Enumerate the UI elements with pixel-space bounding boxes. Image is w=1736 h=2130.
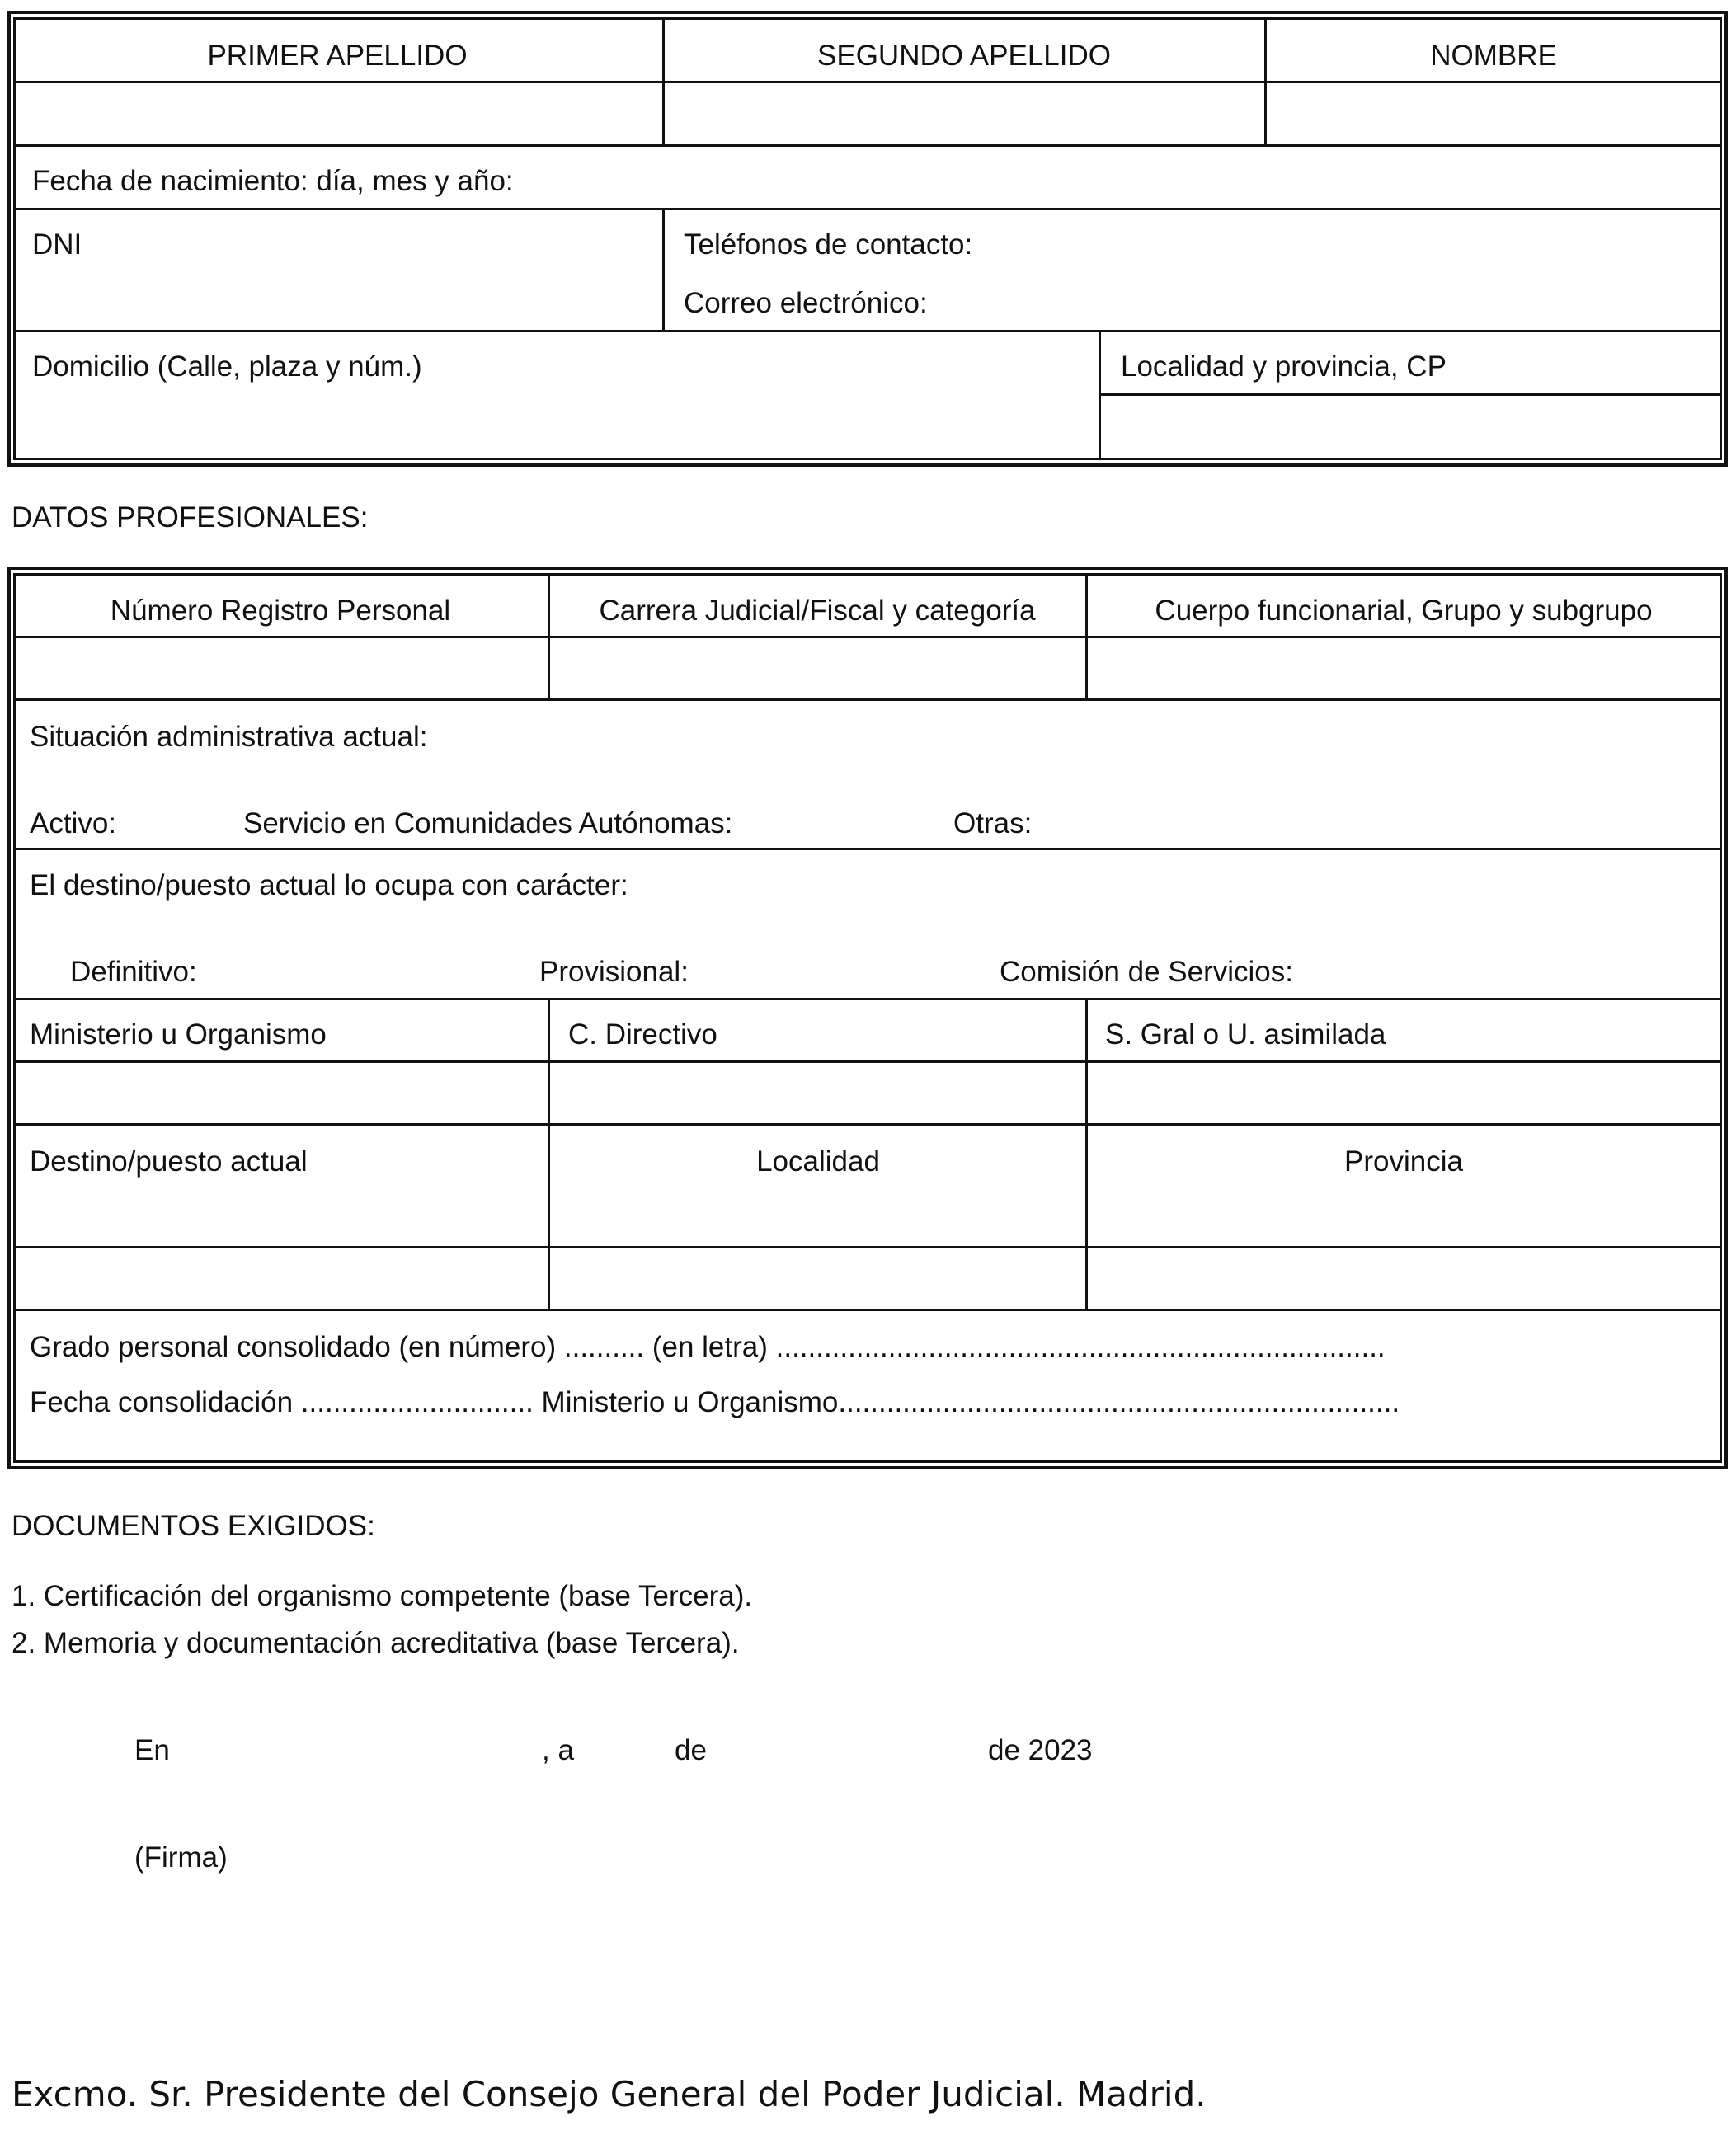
otras-label: Otras: xyxy=(953,807,1033,839)
firma-label: (Firma) xyxy=(134,1841,228,1874)
localidad-label: Localidad xyxy=(756,1145,880,1178)
activo-label: Activo: xyxy=(30,807,117,839)
nrp-field[interactable] xyxy=(16,638,548,698)
localidad-provincia-label: Localidad y provincia, CP xyxy=(1121,350,1447,383)
directivo-label: C. Directivo xyxy=(568,1018,717,1051)
signature-a-label: , a xyxy=(542,1734,574,1766)
provisional-label: Provisional: xyxy=(539,956,689,988)
fecha-consolidacion-line: Fecha consolidación ............................. Ministerio u Organismo...................................................................... xyxy=(30,1386,1400,1418)
nrp-label: Número Registro Personal xyxy=(110,595,451,627)
nombre-field[interactable] xyxy=(1267,83,1720,144)
ministerio-field[interactable] xyxy=(16,1063,548,1123)
correo-label: Correo electrónico: xyxy=(684,287,928,319)
row-divider xyxy=(13,998,1722,1000)
cuerpo-label: Cuerpo funcionarial, Grupo y subgrupo xyxy=(1155,595,1653,627)
primer-apellido-field[interactable] xyxy=(16,83,662,144)
signature-year-label: de 2023 xyxy=(988,1734,1093,1766)
provincia-field[interactable] xyxy=(1088,1248,1720,1309)
row-divider xyxy=(13,698,1722,701)
destino-actual-field[interactable] xyxy=(16,1248,548,1309)
destino-actual-label: Destino/puesto actual xyxy=(30,1145,308,1178)
segundo-apellido-field[interactable] xyxy=(665,83,1264,144)
domicilio-label: Domicilio (Calle, plaza y núm.) xyxy=(32,350,422,383)
dni-label: DNI xyxy=(32,228,82,261)
provincia-label: Provincia xyxy=(1344,1145,1463,1178)
situacion-label: Situación administrativa actual: xyxy=(30,721,428,753)
ministerio-label: Ministerio u Organismo xyxy=(30,1018,327,1051)
document-item: 1. Certificación del organismo competente (base Tercera). xyxy=(12,1580,753,1612)
row-divider xyxy=(13,330,1722,332)
documentos-heading: DOCUMENTOS EXIGIDOS: xyxy=(12,1510,375,1542)
localidad-field[interactable] xyxy=(550,1248,1085,1309)
fecha-nacimiento-label: Fecha de nacimiento: día, mes y año: xyxy=(32,165,514,197)
row-divider xyxy=(13,848,1722,850)
row-divider xyxy=(1099,393,1722,396)
carrera-field[interactable] xyxy=(550,638,1085,698)
grado-line: Grado personal consolidado (en número) .......... (en letra) ............................................................................ xyxy=(30,1331,1386,1363)
servicio-ccaa-label: Servicio en Comunidades Autónomas: xyxy=(243,807,733,839)
col-divider xyxy=(1099,330,1101,460)
primer-apellido-label: PRIMER APELLIDO xyxy=(207,40,468,72)
sgral-label: S. Gral o U. asimilada xyxy=(1105,1018,1386,1051)
comision-label: Comisión de Servicios: xyxy=(1000,956,1293,988)
row-divider xyxy=(13,208,1722,210)
signature-de-label: de xyxy=(675,1734,707,1766)
sgral-field[interactable] xyxy=(1088,1063,1720,1123)
definitivo-label: Definitivo: xyxy=(70,956,197,988)
segundo-apellido-label: SEGUNDO APELLIDO xyxy=(817,40,1111,72)
cuerpo-field[interactable] xyxy=(1088,638,1720,698)
row-divider xyxy=(13,144,1722,147)
row-divider xyxy=(13,1309,1722,1311)
col-divider xyxy=(662,208,665,332)
destino-caracter-label: El destino/puesto actual lo ocupa con carácter: xyxy=(30,869,628,901)
signature-en-label: En xyxy=(134,1734,170,1766)
telefonos-label: Teléfonos de contacto: xyxy=(684,228,973,261)
nombre-label: NOMBRE xyxy=(1430,40,1557,72)
datos-profesionales-heading: DATOS PROFESIONALES: xyxy=(12,501,369,534)
carrera-label: Carrera Judicial/Fiscal y categoría xyxy=(599,595,1036,627)
recipient-footer: Excmo. Sr. Presidente del Consejo General del Poder Judicial. Madrid. xyxy=(12,2074,1207,2114)
document-item: 2. Memoria y documentación acreditativa (base Tercera). xyxy=(12,1627,740,1659)
directivo-field[interactable] xyxy=(550,1063,1085,1123)
row-divider xyxy=(13,1123,1722,1126)
